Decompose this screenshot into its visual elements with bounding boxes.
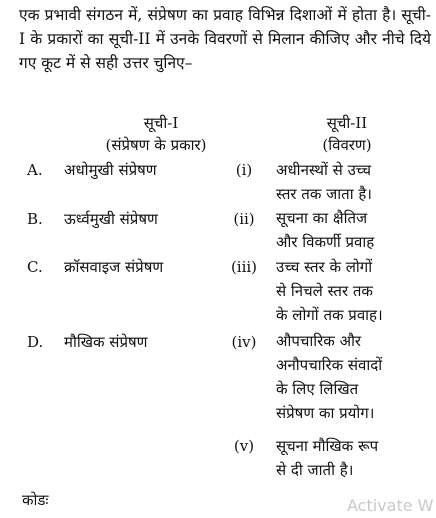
- list2-num-ii: (ii): [233, 210, 255, 228]
- list2-title: सूची-II: [326, 114, 368, 132]
- list2-item-iii-line: के लोगों तक प्रवाह।: [276, 306, 383, 324]
- list2-item-iv: [276, 329, 434, 425]
- list1-title: सूची-I: [143, 114, 179, 132]
- list1-item-a: अधोमुखी संप्रेषण: [64, 161, 157, 179]
- list2-num-v: (v): [233, 437, 255, 455]
- code-label: कोडः: [22, 491, 49, 509]
- list2-item-i-line: अधीनस्थों से उच्च: [276, 161, 371, 179]
- list1-letter-d: D.: [27, 333, 44, 351]
- list2-num-iii: (iii): [230, 258, 258, 276]
- list1-item-b: ऊर्ध्वमुखी संप्रेषण: [64, 210, 158, 228]
- list1-letter-b: B.: [27, 210, 43, 228]
- list2-num-iv: (iv): [231, 333, 257, 351]
- list2-subtitle: (विवरण): [322, 136, 372, 154]
- list1-letter-a: A.: [27, 161, 43, 179]
- list2-item-iv-line: के लिए लिखित: [276, 380, 359, 398]
- list2-item-iv-line: संप्रेषण का प्रयोग।: [276, 404, 375, 422]
- list2-item-iii: [276, 255, 434, 327]
- list2-item-iii-line: से निचले स्तर तक: [276, 282, 373, 300]
- list2-item-v: [276, 434, 434, 482]
- list2-item-ii-line: सूचना का क्षैतिज: [276, 209, 368, 227]
- list1-item-d: मौखिक संप्रेषण: [64, 333, 148, 351]
- list2-num-i: (i): [235, 161, 253, 179]
- list2-item-iv-line: अनौपचारिक संवादों: [276, 356, 383, 374]
- list2-item-v-line: सूचना मौखिक रूप: [276, 437, 379, 455]
- list2-item-i: [276, 158, 434, 206]
- list2-item-iv-line: औपचारिक और: [276, 332, 362, 350]
- list2-item-ii-line: और विकर्णी प्रवाह: [276, 233, 375, 251]
- list1-item-c: क्रॉसवाइज संप्रेषण: [64, 258, 164, 276]
- list1-letter-c: C.: [27, 258, 43, 276]
- list2-item-ii: [276, 206, 434, 254]
- list1-subtitle: (संप्रेषण के प्रकार): [105, 136, 207, 154]
- list2-item-i-line: स्तर तक जाता है।: [276, 185, 372, 203]
- question-text: एक प्रभावी संगठन में, संप्रेषण का प्रवाह विभिन्न दिशाओं में होता है। सूची-I के प्रकारों का सूची-II में उनके विवरणों से मिलान कीजिए और नीचे दिये गए कूट में से सही उत्तर चुनिए–: [19, 6, 431, 72]
- list2-item-iii-line: उच्च स्तर के लोगों: [276, 258, 373, 276]
- activation-watermark: Activate W: [347, 496, 434, 515]
- list2-item-v-line: से दी जाती है।: [276, 461, 354, 479]
